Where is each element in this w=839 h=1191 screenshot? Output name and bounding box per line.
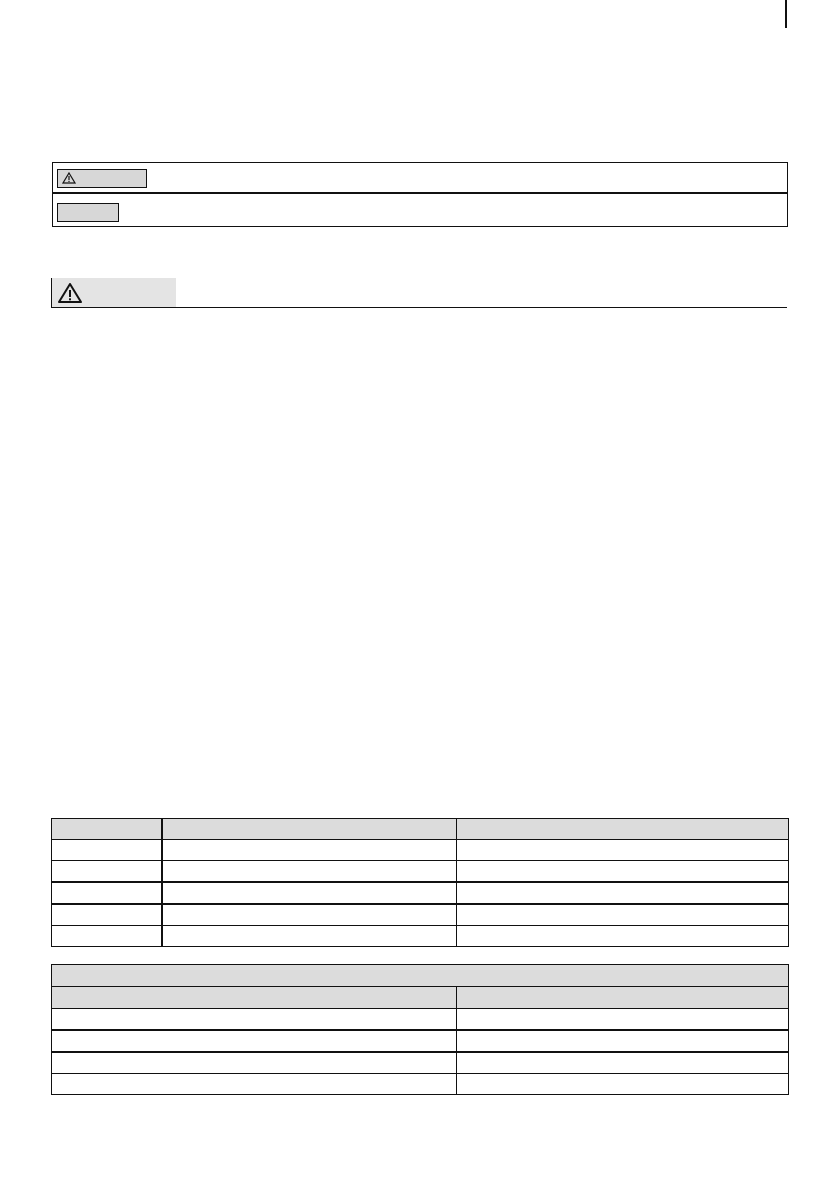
table-row <box>52 1052 789 1074</box>
symbol-legend <box>52 162 788 227</box>
table-cell <box>52 1074 457 1095</box>
table-row <box>52 1009 789 1031</box>
table-header-cell <box>457 819 789 840</box>
table-cell <box>457 904 789 926</box>
warning-triangle-icon <box>62 172 76 184</box>
legend-row-warning <box>53 163 787 194</box>
table-cell <box>457 840 789 861</box>
table-header-cell <box>457 987 789 1009</box>
table-cell <box>457 1074 789 1095</box>
legend-row-note <box>53 196 787 227</box>
table-row <box>52 882 789 904</box>
table-cell <box>52 861 162 883</box>
table-cell <box>162 926 457 947</box>
table-cell <box>457 1009 789 1031</box>
table-cell <box>162 904 457 926</box>
table-row <box>52 926 789 947</box>
table-cell <box>162 840 457 861</box>
table-row <box>52 861 789 883</box>
warning-section-header <box>51 278 787 308</box>
table-cell <box>457 861 789 883</box>
table-header-cell <box>52 987 457 1009</box>
table-cell <box>457 1052 789 1074</box>
table-cell <box>457 882 789 904</box>
table-header-cell <box>162 819 457 840</box>
table-cell <box>52 1009 457 1031</box>
spec-table-1 <box>51 818 789 947</box>
table-row <box>52 1074 789 1095</box>
warning-triangle-icon <box>57 282 83 304</box>
table-header-row <box>52 987 789 1009</box>
table-cell <box>52 1030 457 1052</box>
table-title <box>52 965 789 987</box>
table-cell <box>52 904 162 926</box>
warning-section-tag <box>51 278 176 307</box>
table-cell <box>52 1052 457 1074</box>
table-title-row <box>52 965 789 987</box>
spec-table-2 <box>51 964 789 1095</box>
table-cell <box>162 882 457 904</box>
table-row <box>52 840 789 861</box>
table-header-cell <box>52 819 162 840</box>
page-corner-mark <box>785 0 787 28</box>
table-row <box>52 904 789 926</box>
legend-note-tag <box>57 203 119 222</box>
table-row <box>52 1030 789 1052</box>
table-cell <box>52 882 162 904</box>
table-cell <box>457 926 789 947</box>
table-header-row <box>52 819 789 840</box>
table-cell <box>52 840 162 861</box>
table-cell <box>52 926 162 947</box>
legend-warning-tag <box>57 169 147 188</box>
table-cell <box>457 1030 789 1052</box>
table-cell <box>162 861 457 883</box>
